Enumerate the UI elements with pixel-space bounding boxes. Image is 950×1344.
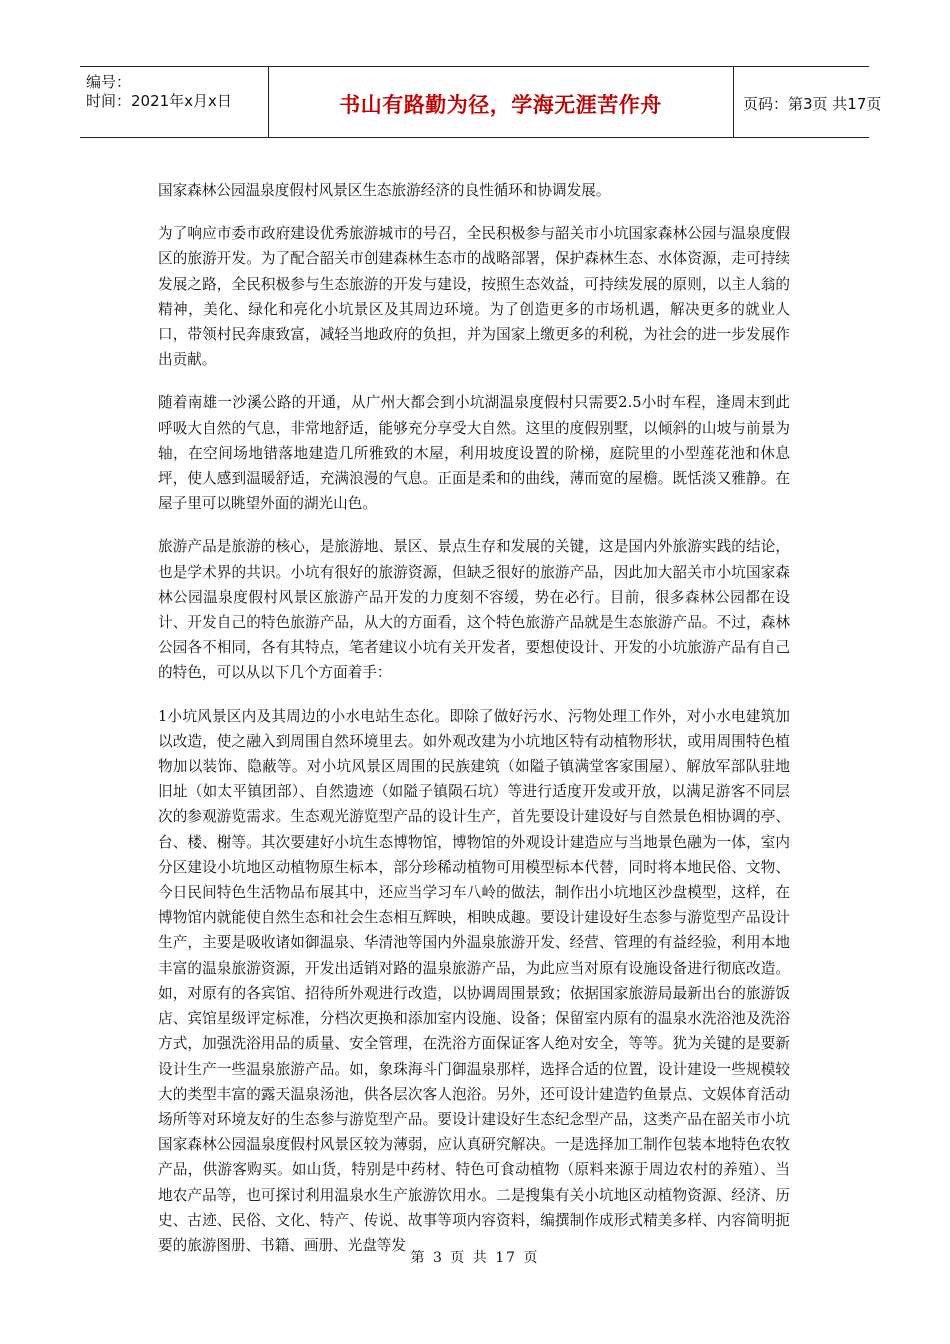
header-page-number: 页码：第3页 共17页 <box>743 95 882 113</box>
paragraph: 为了响应市委市政府建设优秀旅游城市的号召，全民积极参与韶关市小坑国家森林公园与温泉度假区的旅游开发。为了配合韶关市创建森林生态市的战略部署，保护森林生态、水体资源，走可持续发展之路，全民积极参与生态旅游的开发与建设，按照生态效益，可持续发展的原则，以主人翁的精神，美化、绿化和亮化小坑景区及其周边环境。为了创造更多的市场机遇，解决更多的就业人口，带领村民奔康致富，减轻当地政府的负担，并为国家上缴更多的利税，为社会的进一步发展作出贡献。 <box>158 225 790 369</box>
page-footer: 第 3 页 共 17 页 <box>410 1250 540 1266</box>
page-header <box>80 66 882 138</box>
paragraph: 旅游产品是旅游的核心，是旅游地、景区、景点生存和发展的关键，这是国内外旅游实践的结论，也是学术界的共识。小坑有很好的旅游资源，但缺乏很好的旅游产品，因此加大韶关市小坑国家森林公园温泉度假村风景区旅游产品开发的力度刻不容缓，势在必行。目前，很多森林公园都在设计、开发自己的特色旅游产品，从大的方面看，这个特色旅游产品就是生态旅游产品。不过，森林公园各不相同，各有其特点，笔者建议小坑有关开发者，要想使设计、开发的小坑旅游产品有自己的特色，可以从以下几个方面着手： <box>158 538 790 682</box>
paragraph: 国家森林公园温泉度假村风景区生态旅游经济的良性循环和协调发展。 <box>158 182 611 199</box>
paragraph: 1小坑风景区内及其周边的小水电站生态化。即除了做好污水、污物处理工作外，对小水电建筑加以改造，使之融入到周围自然环境里去。如外观改建为小坑地区特有动植物形状，或用周围特色植物加以装饰、隐蔽等。对小坑风景区周围的民族建筑（如隘子镇满堂客家围屋）、解放军部队驻地旧址（如太平镇团部）、自然遗迹（如隘子镇陨石坑）等进行适度开发或开放，以满足游客不同层次的参观游览需求。生态观光游览型产品的设计生产，首先要设计建设好与自然景色相协调的亭、台、楼、榭等。其次要建好小坑生态博物馆，博物馆的外观设计建造应与当地景色融为一体，室内分区建设小坑地区动植物原生标本，部分珍稀动植物可用模型标本代替，同时将本地民俗、文物、今日民间特色生活物品布展其中，还应当学习车八岭的做法，制作出小坑地区沙盘模型，这样，在博物馆内就能使自然生态和社会生态相互辉映，相映成趣。要设计建设好生态参与游览型产品设计生产，主要是吸收诸如御温泉、华清池等国内外温泉旅游开发、经营、管理的有益经验，利用本地丰富的温泉旅游资源，开发出适销对路的温泉旅游产品，为此应当对原有设施设备进行彻底改造。如，对原有的各宾馆、招待所外观进行改造，以协调周围景致；依据国家旅游局最新出台的旅游饭店、宾馆星级评定标准，分档次更换和添加室内设施、设备；保留室内原有的温泉水洗浴池及洗浴方式，加强洗浴用品的质量、安全管理，在洗浴方面保证客人绝对安全，等等。犹为关键的是要新设计生产一些温泉旅游产品。如，象珠海斗门御温泉那样，选择合适的位置，设计建设一些规模较大的类型丰富的露天温泉汤池，供各层次客人泡浴。另外，还可设计建造钓鱼景点、文娱体育活动场所等对环境友好的生态参与游览型产品。要设计建设好生态纪念型产品，这类产品在韶关市小坑国家森林公园温泉度假村风景区较为薄弱，应认真研究解决。一是选择加工制作包装本地特色农牧产品，供游客购买。如山货，特别是中药材、特色可食动植物（原料来源于周边农村的养殖）、当地农产品等，也可探讨利用温泉水生产旅游饮用水。二是搜集有关小坑地区动植物资源、经济、历史、古迹、民俗、文化、特产、传说、故事等项内容资料，编撰制作成形式精美多样、内容简明扼要的旅游图册、书籍、画册、光盘等发 <box>158 707 790 1254</box>
paragraph: 随着南雄一沙溪公路的开通，从广州大都会到小坑湖温泉度假村只需要2.5小时车程，逢周末到此呼吸大自然的气息，非常地舒适，能够充分享受大自然。这里的度假别墅，以倾斜的山坡与前景为轴，在空间场地错落地建造几所雅致的木屋，利用坡度设置的阶梯，庭院里的小型莲花池和休息坪，使人感到温暖舒适，充满浪漫的气息。正面是柔和的曲线，薄而宽的屋檐。既恬淡又雅静。在屋子里可以眺望外面的湖光山色。 <box>158 394 790 513</box>
header-motto-cell <box>268 67 734 137</box>
header-page-cell <box>733 67 882 137</box>
header-motto: 书山有路勤为径，学海无涯苦作舟 <box>339 93 662 117</box>
document-date-label: 时间：2021年x月x日 <box>86 92 232 110</box>
document-number-label: 编号： <box>86 73 132 91</box>
header-info-cell <box>80 67 269 137</box>
document-body <box>158 178 790 1276</box>
